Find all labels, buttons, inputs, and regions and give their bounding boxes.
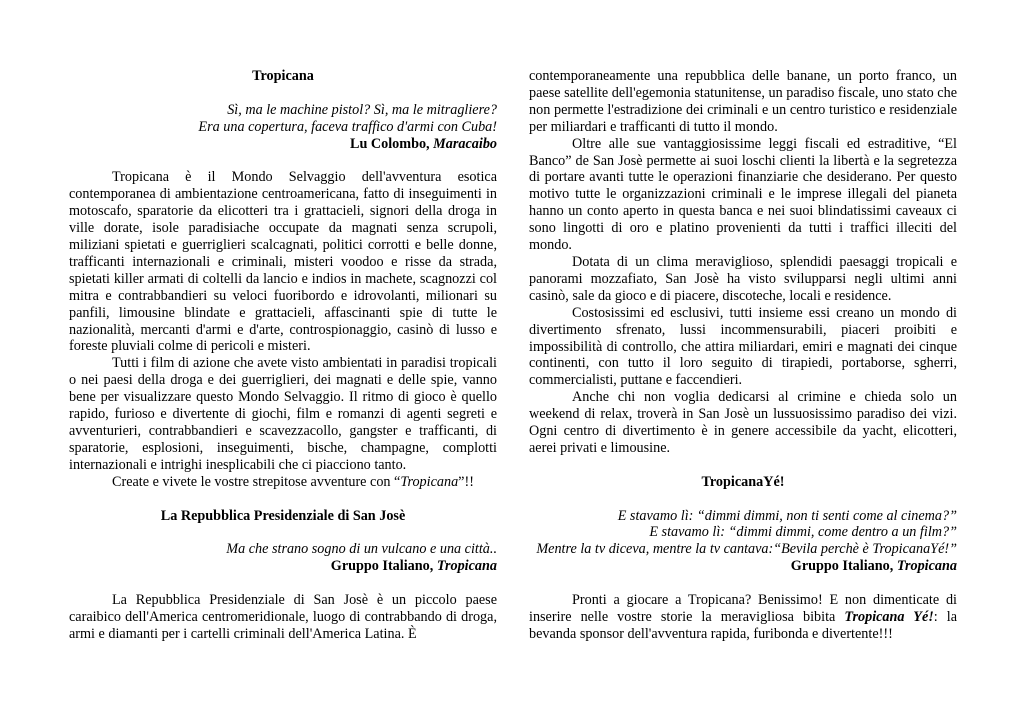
paragraph: Anche chi non voglia dedicarsi al crimine e chieda solo un weekend di relax, troverà in San Josè un lussuosissimo paradiso dei vizi. Ogni centro di divertimento è in genere accessibile da yacht, elicotteri, aerei privati e limousine. [529, 389, 957, 456]
epigraph-credit: Lu Colombo, Maracaibo [349, 135, 497, 152]
epigraph-tropicanaye [529, 508, 957, 576]
epigraph-credit: Gruppo Italiano, Tropicana [330, 558, 497, 575]
paragraph-continued: contemporaneamente una repubblica delle banane, un porto franco, un paese satellite dell'egemonia statunitense, un paradiso fiscale, uno stato che non permette l'estradizione dei criminali e un centro turistico e residenziale per miliardari e trafficanti di tutto il mondo. [529, 68, 957, 135]
epigraph-line: Mentre la tv diceva, mentre la tv cantava:“Bevila perchè è TropicanaYé!” [536, 541, 957, 558]
paragraph: Dotata di un clima meraviglioso, splendidi paesaggi tropicali e panorami mozzafiato, San Josè ha visto svilupparsi negli ultimi anni casinò, sale da gioco e di piacere, discoteche, locali e residence. [529, 253, 957, 304]
epigraph-line: Era una copertura, faceva traffico d'armi con Cuba! [198, 118, 497, 135]
epigraph-line: Ma che strano sogno di un vulcano e una città.. [226, 541, 497, 558]
epigraph-line: E stavamo lì: “dimmi dimmi, come dentro a un film?” [649, 524, 957, 541]
epigraph-line: E stavamo lì: “dimmi dimmi, non ti senti come al cinema?” [617, 507, 957, 524]
section-title-tropicana: Tropicana [252, 68, 314, 84]
paragraph: Costosissimi ed esclusivi, tutti insieme essi creano un mondo di divertimento sfrenato, lussi incommensurabili, piaceri proibiti e impossibilità di controllo, che attira miliardari, emiri e magnati dei cinque continenti, con tutto il loro seguito di tirapiedi, portaborse, sgherri, commercialisti, puttane e faccendieri. [529, 304, 957, 389]
left-column [69, 68, 497, 643]
section-title-tropicanaye: TropicanaYé! [701, 473, 785, 490]
paragraph: La Repubblica Presidenziale di San Josè è un piccolo paese caraibico dell'America centromeridionale, luogo di contrabbando di droga, armi e diamanti per i cartelli criminali dell'America Latina. È [69, 592, 497, 642]
epigraph-line: Sì, ma le machine pistol? Sì, ma le mitragliere? [227, 101, 497, 118]
epigraph-tropicana [69, 541, 497, 575]
paragraph: Tropicana è il Mondo Selvaggio dell'avventura esotica contemporanea di ambientazione centroamericana, fatto di inseguimenti in motoscafo, sparatorie da elicotteri tra i grattacieli, signori della droga in ville dorate, isole paradisiache occupate da magnati senza scrupoli, miliziani spietati e guerriglieri scalcagnati, politici corrotti e belle donne, trafficanti internazionali e criminali, misteri voodoo e risse da strada, spietati killer armati di coltelli da lancio e indios in machete, scagnozzi col mitra e contrabbandieri su veloci fuoribordo e idrovolanti, milionari su panfili, limousine blindate e grattacieli, affascinanti spie di tutte le nazionalità, mercanti d'armi e d'arte, controspionaggio, casinò di lusso e foreste pluviali colme di pericoli e misteri. [69, 169, 497, 355]
right-column [529, 68, 957, 643]
paragraph: Pronti a giocare a Tropicana? Benissimo! E non dimenticate di inserire nelle vostre storie la meravigliosa bibita Tropicana Yé!: la bevanda sponsor dell'avventura rapida, furibonda e divertente!!! [529, 592, 957, 642]
paragraph: Oltre alle sue vantaggiosissime leggi fiscali ed estraditive, “El Banco” de San Josè permette ai suoi loschi clienti la libertà e la segretezza di portare avanti tutte le operazioni finanziarie che desiderano. Per questo motivo tutte le organizzazioni criminali e le imprese illegali del pianeta hanno un conto aperto in questa banca e nei suoi blindatissimi caveaux ci sono lingotti di oro e platino provenienti da tutti i traffici illeciti del mondo. [529, 135, 957, 254]
section-title-repubblica: La Repubblica Presidenziale di San Josè [160, 507, 406, 524]
paragraph: Create e vivete le vostre strepitose avventure con “Tropicana”!! [112, 473, 474, 490]
paragraph: Tutti i film di azione che avete visto ambientati in paradisi tropicali o nei paesi della droga e dei guerriglieri, dei magnati e delle spie, vanno bene per visualizzare questo Mondo Selvaggio. Il ritmo di gioco è quello rapido, furioso e divertente di giochi, film e romanzi di agenti segreti e avventurieri, contrabbandieri e scavezzacollo, gangster e trafficanti, di sparatorie, esplosioni, inseguimenti, bische, champagne, complotti internazionali e intrighi inesplicabili che ci piacciono tanto. [69, 355, 497, 473]
epigraph-maracaibo [69, 102, 497, 153]
epigraph-credit: Gruppo Italiano, Tropicana [790, 558, 957, 575]
